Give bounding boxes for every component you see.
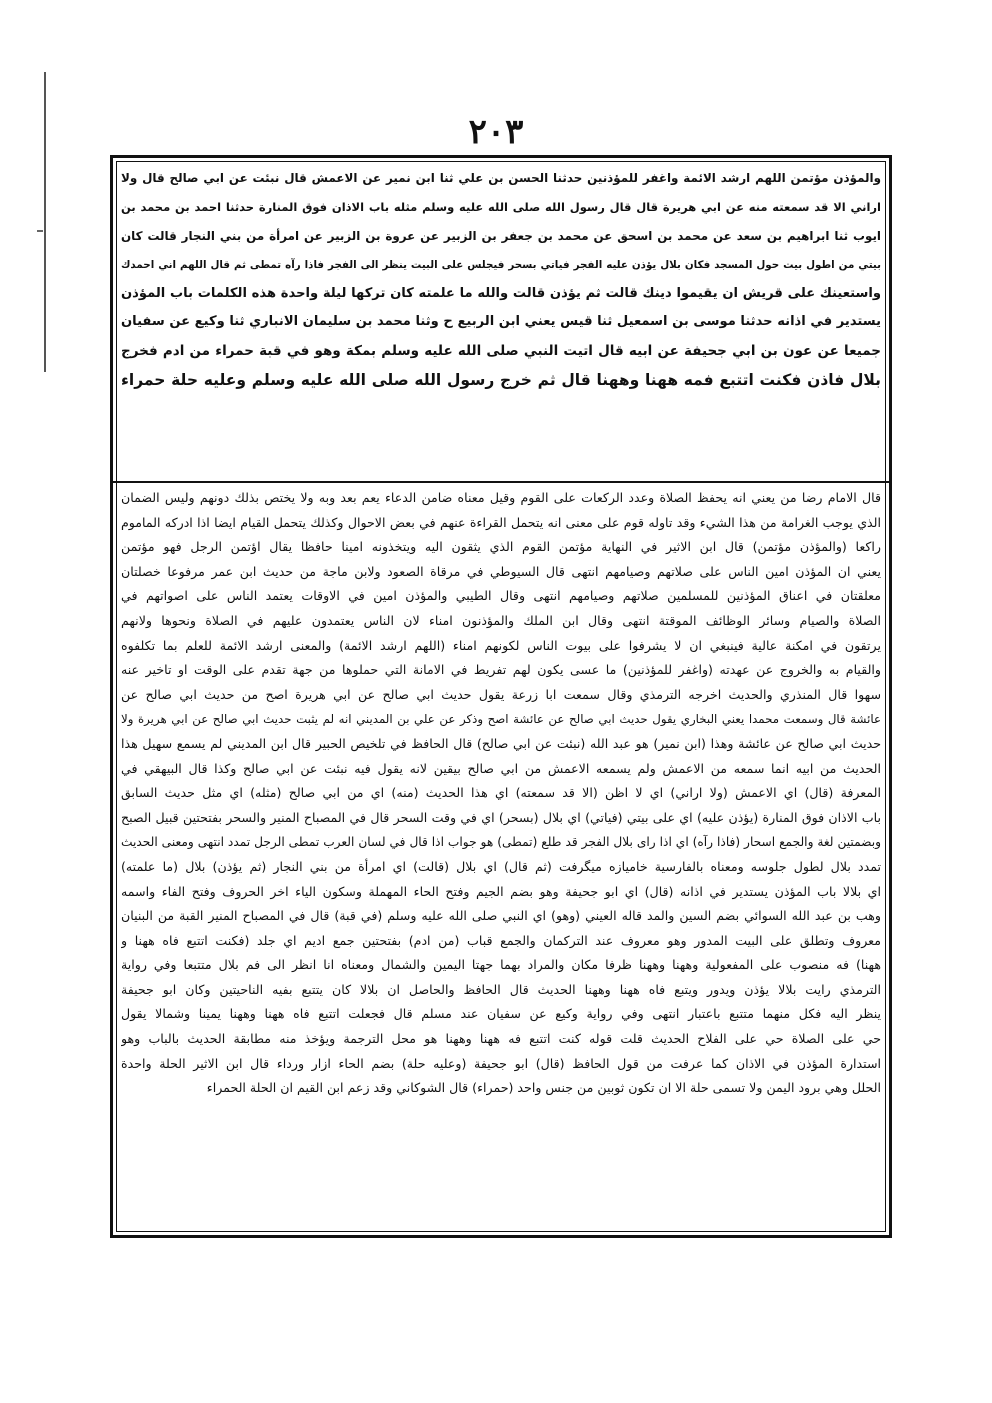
commentary-line: قال الامام رضا من يعني انه يحفظ الصلاة وعدد الركعات على القوم وقيل معناه ضامن الدعاء يعم بعد وبه ولا يختص بذلك دونهم وليس الضمان xyxy=(121,490,881,505)
commentary-line: ينظر اليه فكل منهما متتبع باعتبار انتهى وفي رواية وكيع عن سفيان عند مسلم قال فجعلت اتتبع فاه ههنا وههنا يمينا وشمالا يقول xyxy=(121,1006,881,1022)
commentary-line: يرتقون في امكنة عالية فينبغي ان لا يشرفوا على بيوت الناس لكونهم امناء (اللهم ارشد الائمة) والمعنى ارشد الائمة للعلم بما تكلفوه xyxy=(121,637,881,653)
page-number: ۲۰۳ xyxy=(468,112,524,152)
commentary-line: باب الاذان فوق المنارة (يؤذن عليه) اي على بيتي (فياتي) اي بلال (بسحر) اي في وقت السحر قال في المصباح المنير والسحر بفتحتين قبيل الصبح xyxy=(121,809,881,825)
hadith-text-block xyxy=(121,164,881,482)
hadith-line: واستعينك على قريش ان يقيموا دينك قالت ثم يؤذن قالت والله ما علمته كان تركها ليلة واحدة هذه الكلمات باب المؤذن xyxy=(121,285,881,301)
commentary-line: الصلاة والصيام وسائر الوظائف الموقتة انتهى وقال ابن الملك والمؤذنون امناء لان الناس يعتمدون عليهم في الصلاة ونحوها ولانهم xyxy=(121,612,881,628)
hadith-line: والمؤذن مؤتمن اللهم ارشد الائمة واغفر للمؤذنين حدثنا الحسن بن علي ثنا ابن نمير عن الاعمش قال نبئت عن ابي صالح قال ولا xyxy=(121,171,881,185)
commentary-line: عائشة قال وسمعت محمدا يعني البخاري يقول حديث ابي صالح عن عائشة اصح وذكر عن علي بن المديني انه لم يثبت حديث ابي صالح عن ابي هريرة ولا xyxy=(121,712,881,727)
commentary-line: سهوا قال المنذري والحديث اخرجه الترمذي وقال سمعت ابا زرعة يقول حديث ابي صالح عن ابي هريرة اصح من حديث ابي صالح عن xyxy=(121,686,881,702)
hadith-line: بلال فاذن فكنت اتتبع فمه ههنا وههنا قال ثم خرج رسول الله صلى الله عليه وسلم وعليه حلة حمراء xyxy=(121,371,881,390)
hadith-line: اراني الا قد سمعته منه عن ابي هريرة قال قال رسول الله صلى الله عليه وسلم مثله باب الاذان فوق المنارة حدثنا احمد بن محمد بن xyxy=(121,199,881,214)
commentary-text-block xyxy=(121,486,881,1226)
commentary-line: استدارة المؤذن في الاذان كما عرفت من قول الحافظ (قال) ابو جحيفة (وعليه حلة) بضم الحاء ازار ورداء قال ابن الاثير الحلة واحدة xyxy=(121,1055,881,1071)
commentary-line: معروف وتطلق على البيت المدور وهو معروف عند التركمان والجمع قباب (من ادم) بفتحتين جمع اديم اي جلد (فكنت اتتبع فاه ههنا و xyxy=(121,932,881,948)
commentary-line: اي بلالا باب المؤذن يستدير في اذانه (قال) اي ابو جحيفة وهو بضم الجيم وفتح الحاء المهملة وسكون الياء اخر الحروف وفتح الفاء واسمه xyxy=(121,883,881,899)
hadith-line: بيتي من اطول بيت حول المسجد فكان بلال يؤذن عليه الفجر فياتي بسحر فيجلس على البيت ينظر الى الفجر فاذا رآه تمطى ثم قال اللهم اني احمدك xyxy=(121,258,881,271)
commentary-line: الذي يوجب الغرامة من هذا الشيء وقد تاوله قوم على معنى انه يتحمل القراءة عنهم في بعض الاحوال وكذلك يتحمل القيام ايضا اذا ادركه الماموم xyxy=(121,514,881,530)
hadith-line: يستدير في اذانه حدثنا موسى بن اسمعيل ثنا قيس يعني ابن الربيع ح وثنا محمد بن سليمان الانباري ثنا وكيع عن سفيان xyxy=(121,314,881,330)
commentary-line: الحلل وهي برود اليمن ولا تسمى حلة الا ان تكون ثوبين من جنس واحد (حمراء) قال الشوكاني وقد زعم ابن القيم ان الحلة الحمراء xyxy=(206,1080,881,1096)
commentary-line: وهب بن عبد الله السوائي بضم السين والمد قاله العيني (وهو) اي النبي صلى الله عليه وسلم (في قبة) قال في المصباح المنير القبة من البنيان xyxy=(121,908,881,924)
commentary-line: حديث ابي صالح عن عائشة وهذا (ابن نمير) هو عبد الله (نبئت عن ابي صالح) قال الحافظ في تلخيص الحبير قال ابن المديني لم يسمع سهيل هذا xyxy=(121,735,881,751)
commentary-line: راكعا (والمؤذن مؤتمن) قال ابن الاثير في النهاية مؤتمن القوم الذي يثقون اليه ويتخذونه امينا حافظا يقال اؤتمن الرجل فهو مؤتمن xyxy=(121,539,881,555)
commentary-line: ههنا) فه منصوب على المفعولية وههنا وههنا ظرفا مكان والمراد بهما جهتا اليمين والشمال ومعناه انا انظر الى فم بلال متتبعا وفي رواية xyxy=(121,957,881,973)
page-frame xyxy=(110,155,892,1238)
commentary-line: والقيام به والخروج عن عهدته (واغفر للمؤذنين) ما عسى يكون لهم تفريط في الامانة التي حملوها من جهة تقدم على الوقت او تاخير عنه xyxy=(121,662,881,678)
hadith-line: ايوب ثنا ابراهيم بن سعد عن محمد بن اسحق عن محمد بن جعفر بن الزبير عن عروة بن الزبير عن امرأة من بني النجار قالت كان xyxy=(121,228,881,243)
margin-tick xyxy=(37,230,43,232)
commentary-line: حي على الصلاة حي على الفلاح الحديث قلت قوله كنت اتتبع فه ههنا وههنا هو محل الترجمة ويؤخذ منه مطابقة الحديث بالباب وهو xyxy=(121,1031,881,1047)
commentary-line: تمدد بلال لطول جلوسه ومعناه بالفارسية خاميازه ميگرفت (ثم قال) اي بلال (قالت) اي امرأة من بني النجار (ثم يؤذن) بلال (ما علمته) xyxy=(121,858,881,874)
commentary-line: يعني ان المؤذن امين الناس على صلاتهم وصيامهم انتهى قال السيوطي في مرقاة الصعود ولابن ماجة من حديث ابن عمر مرفوعا خصلتان xyxy=(121,563,881,579)
section-divider xyxy=(113,481,889,483)
hadith-line: جميعا عن عون بن ابي جحيفة عن ابيه قال اتيت النبي صلى الله عليه وسلم بمكة وهو في قبة حمراء من ادم فخرج xyxy=(121,343,881,360)
commentary-line: وبضمتين لغة والجمع اسحار (فاذا رآه) اي اذا راى بلال الفجر قد طلع (تمطى) هو جواب اذا قال في لسان العرب تمطى الرجل تمدد انتهى ومعنى الحديث xyxy=(121,835,881,850)
commentary-line: الترمذي رايت بلالا يؤذن ويدور ويتبع فاه ههنا وههنا الحديث قال الحافظ والحاصل ان بلالا كان يتتبع بفيه الناحيتين وكان ابو جحيفة xyxy=(121,981,881,997)
commentary-line: معلقتان في اعناق المؤذنين للمسلمين صلاتهم وصيامهم انتهى وقال الطيبي والمؤذن امين في الاوقات يعتمد الناس على اصواتهم في xyxy=(121,588,881,604)
commentary-line: المعرفة (قال) اي الاعمش (ولا اراني) اي لا اظن (الا قد سمعته) اي هذا الحديث (منه) اي من ابي صالح (مثله) اي مثل حديث السابق xyxy=(121,785,881,801)
commentary-line: الحديث من ابيه انما سمعه من الاعمش ولم يسمعه الاعمش من ابي صالح بيقين لانه يقول فيه نبئت عن ابي صالح وكذا قال البيهقي في xyxy=(121,760,881,776)
